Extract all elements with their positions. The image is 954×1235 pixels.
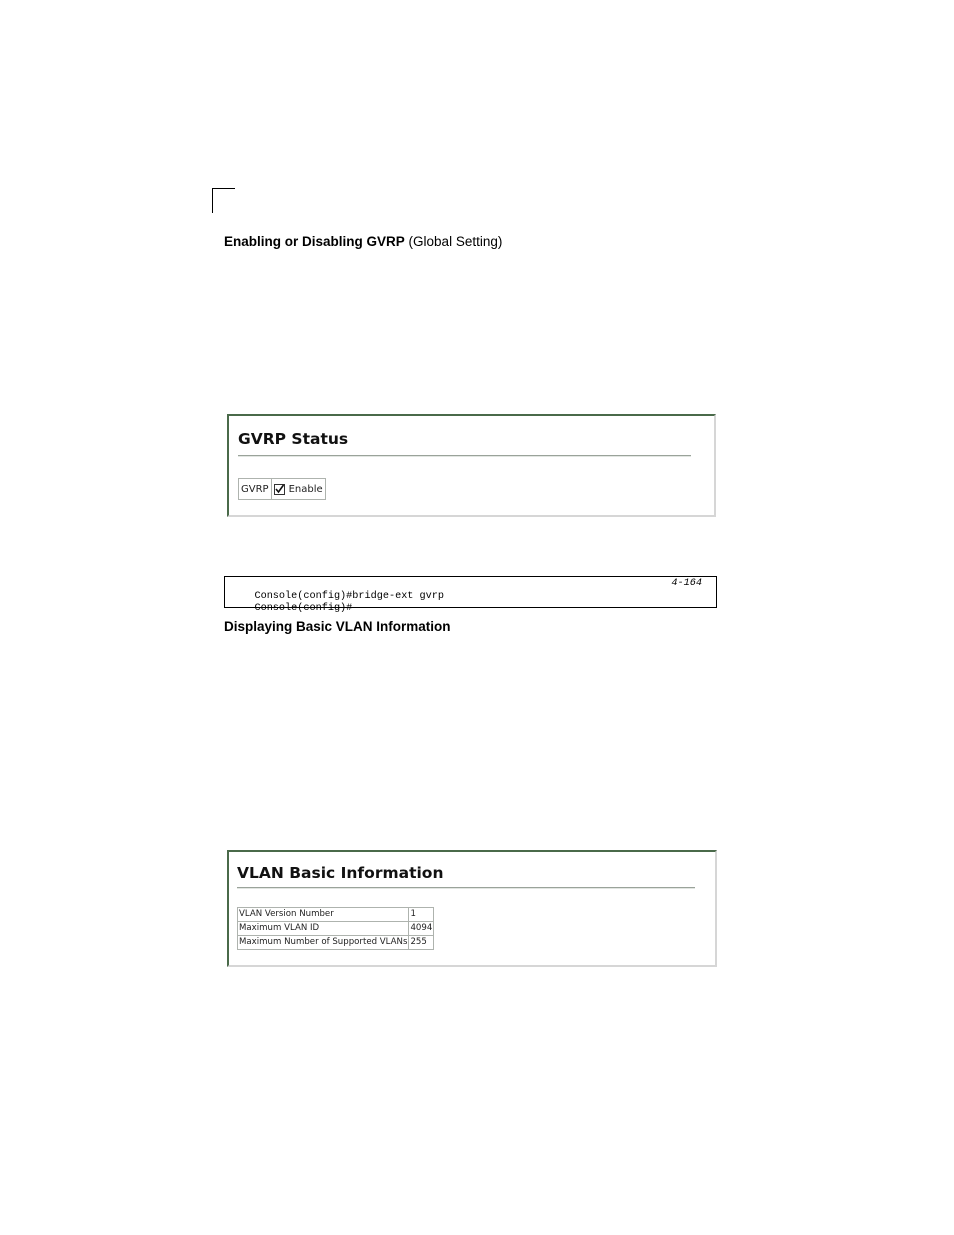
row-label: VLAN Version Number [238, 908, 409, 922]
table-row [238, 908, 434, 922]
gvrp-heading-normal: (Global Setting) [408, 234, 503, 249]
vlan-basic-heading-bold: Displaying Basic VLAN Information [224, 619, 451, 634]
gvrp-field-label: GVRP [241, 483, 269, 495]
gvrp-heading-bold: Enabling or Disabling GVRP [224, 234, 405, 249]
cli-example [224, 576, 717, 614]
row-label: Maximum VLAN ID [238, 922, 409, 936]
title-divider [237, 887, 695, 889]
vlan-info-table [237, 907, 434, 950]
vlan-basic-info-panel [227, 850, 717, 967]
cli-prompt: Console(config)# [254, 603, 353, 614]
gvrp-section-heading [224, 234, 502, 250]
row-value: 255 [409, 936, 434, 950]
title-divider [238, 455, 691, 457]
table-row [238, 922, 434, 936]
gvrp-enable-control[interactable] [271, 479, 325, 499]
table-row [238, 936, 434, 950]
crop-mark [212, 188, 235, 189]
gvrp-status-title: GVRP Status [238, 430, 349, 448]
row-label: Maximum Number of Supported VLANs [238, 936, 409, 950]
enable-checkbox-label: Enable [288, 483, 323, 495]
vlan-basic-section-heading [224, 619, 451, 635]
crop-mark [212, 188, 213, 213]
vlan-basic-info-title: VLAN Basic Information [237, 864, 444, 882]
cli-line [230, 591, 716, 614]
gvrp-status-panel [227, 414, 716, 517]
cli-page-reference: 4-164 [671, 578, 702, 589]
checkmark-icon [274, 483, 285, 495]
row-value: 4094 [409, 922, 434, 936]
cli-line [230, 578, 716, 602]
gvrp-setting-row [238, 478, 326, 500]
cli-command: Console(config)#bridge-ext gvrp [254, 590, 444, 602]
enable-checkbox[interactable] [274, 484, 285, 495]
row-value: 1 [409, 908, 434, 922]
